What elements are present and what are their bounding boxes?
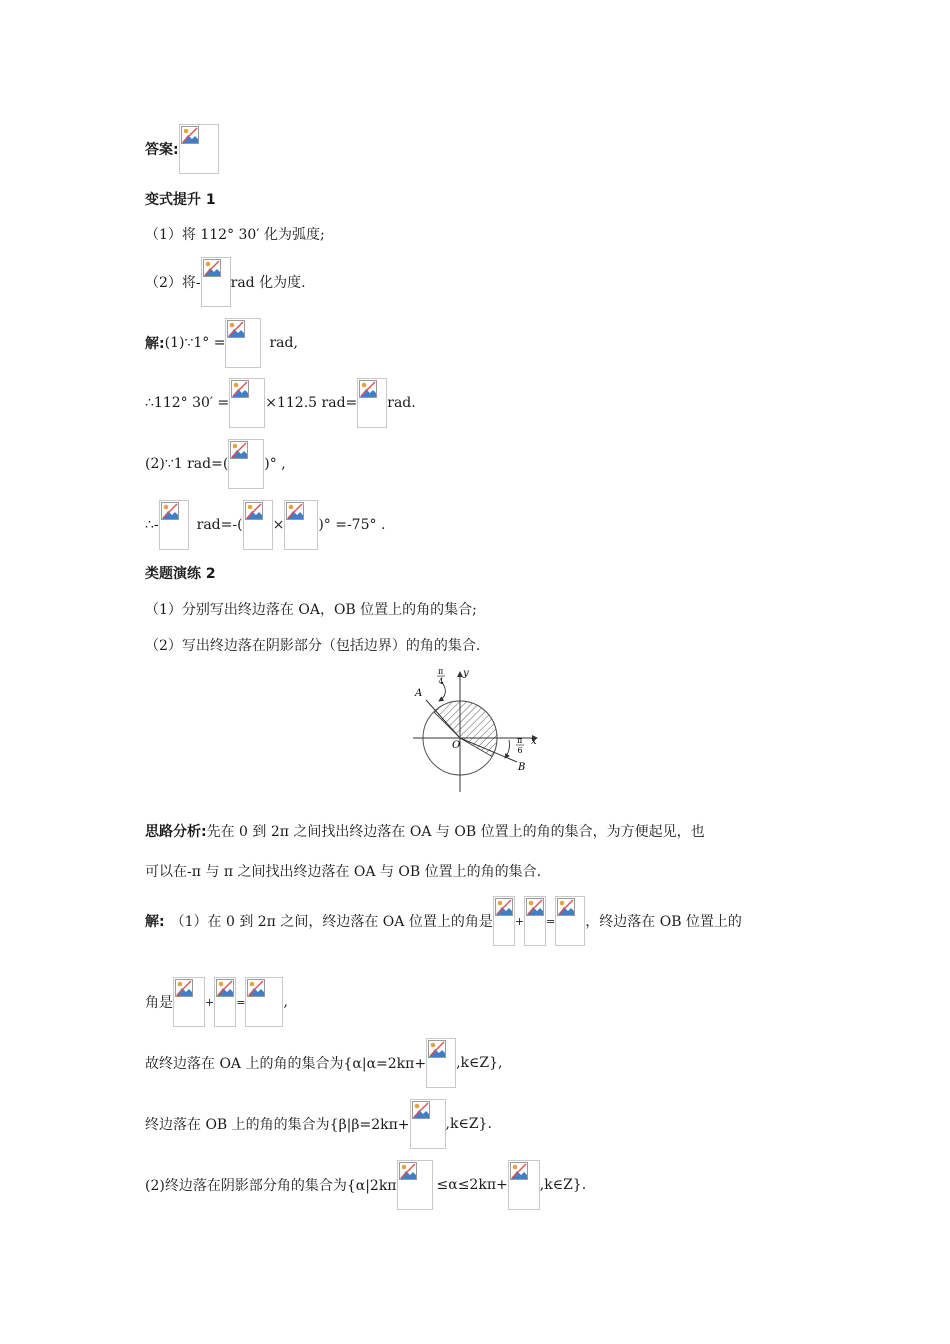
- variant-q1: （1）将 112° 30′ 化为弧度;: [145, 227, 325, 243]
- solution-line-1: 解: （1）在 0 到 2π 之间，终边落在 OA 位置上的角是 + = ，终边落在 OB 位置上的: [145, 896, 742, 946]
- formula-image: [493, 896, 515, 946]
- unit-circle-figure: [405, 664, 550, 796]
- formula-image: [229, 378, 265, 428]
- frac-pi6-den: 6: [517, 746, 523, 755]
- broken-image-icon: [227, 320, 245, 338]
- formula-image: [201, 257, 231, 307]
- broken-image-icon: [510, 1162, 528, 1180]
- analysis-label: 思路分析:: [145, 824, 207, 840]
- label-a: A: [415, 688, 423, 699]
- broken-image-icon: [495, 898, 513, 916]
- broken-image-icon: [181, 126, 199, 144]
- broken-image-icon: [428, 1040, 446, 1058]
- solution-line-4: 终边落在 OB 上的角的集合为{β|β=2kπ+ ,k∈Z}.: [145, 1099, 492, 1149]
- formula-image: [159, 500, 189, 550]
- formula-image: [555, 896, 585, 946]
- drill-title: 类题演练 2: [145, 566, 216, 582]
- label-o: O: [452, 740, 461, 751]
- broken-image-icon: [247, 979, 265, 997]
- formula-image: [228, 439, 264, 489]
- analysis-line-1: 思路分析: 先在 0 到 2π 之间找出终边落在 OA 与 OB 位置上的角的集合，为方便起见，也: [145, 806, 705, 856]
- solution-line-5: (2)终边落在阴影部分角的集合为{α|2kπ ≤α≤2kπ+ ,k∈Z}.: [145, 1160, 586, 1210]
- arc-pi-6: [505, 740, 510, 758]
- variant-sol-1: 解: (1)∵1° = rad,: [145, 318, 298, 368]
- formula-image: [225, 318, 261, 368]
- broken-image-icon: [359, 380, 377, 398]
- answer-line: [145, 124, 219, 174]
- formula-image: [426, 1038, 456, 1088]
- formula-image: [284, 500, 318, 550]
- variant-q2: （2）将- rad 化为度.: [145, 257, 306, 307]
- drill-q2: （2）写出终边落在阴影部分（包括边界）的角的集合.: [145, 638, 481, 654]
- broken-image-icon: [245, 502, 263, 520]
- broken-image-icon: [175, 979, 193, 997]
- label-x: x: [531, 736, 537, 747]
- shaded-sector: [434, 701, 497, 756]
- label-y: y: [463, 668, 469, 679]
- drill-q1: （1）分别写出终边落在 OA，OB 位置上的角的集合;: [145, 602, 477, 618]
- formula-image: [357, 378, 387, 428]
- formula-image: [524, 896, 546, 946]
- broken-image-icon: [203, 259, 221, 277]
- broken-image-icon: [286, 502, 304, 520]
- formula-image: [508, 1160, 540, 1210]
- broken-image-icon: [412, 1101, 430, 1119]
- broken-image-icon: [230, 441, 248, 459]
- variant-title: 变式提升 1: [145, 192, 216, 208]
- variant-sol-4: ∴- rad=-( × )° =-75° .: [145, 500, 385, 550]
- label-b: B: [518, 762, 526, 773]
- frac-pi4-den: 4: [438, 677, 444, 686]
- broken-image-icon: [557, 898, 575, 916]
- frac-pi4-num: π: [438, 667, 444, 676]
- formula-image: [243, 500, 273, 550]
- analysis-line-2: 可以在-π 与 π 之间找出终边落在 OA 与 OB 位置上的角的集合.: [145, 864, 542, 880]
- formula-image: [397, 1160, 433, 1210]
- broken-image-icon: [216, 979, 234, 997]
- variant-sol-2: ∴112° 30′ = ×112.5 rad= rad.: [145, 378, 416, 428]
- formula-image: [214, 977, 236, 1027]
- variant-sol-3: (2)∵1 rad=( )° ,: [145, 439, 286, 489]
- broken-image-icon: [526, 898, 544, 916]
- broken-image-icon: [161, 502, 179, 520]
- answer-label: 答案:: [145, 142, 179, 158]
- broken-image-icon: [231, 380, 249, 398]
- solution-line-3: 故终边落在 OA 上的角的集合为{α|α=2kπ+ ,k∈Z},: [145, 1038, 502, 1088]
- formula-image: [410, 1099, 446, 1149]
- frac-pi6-num: π: [517, 736, 523, 745]
- broken-image-icon: [399, 1162, 417, 1180]
- solution-line-2: 角是 + = ,: [145, 977, 288, 1027]
- solution-label: 解:: [145, 914, 165, 930]
- solution-label: 解:: [145, 336, 165, 352]
- formula-image: [179, 124, 219, 174]
- formula-image: [173, 977, 205, 1027]
- formula-image: [245, 977, 283, 1027]
